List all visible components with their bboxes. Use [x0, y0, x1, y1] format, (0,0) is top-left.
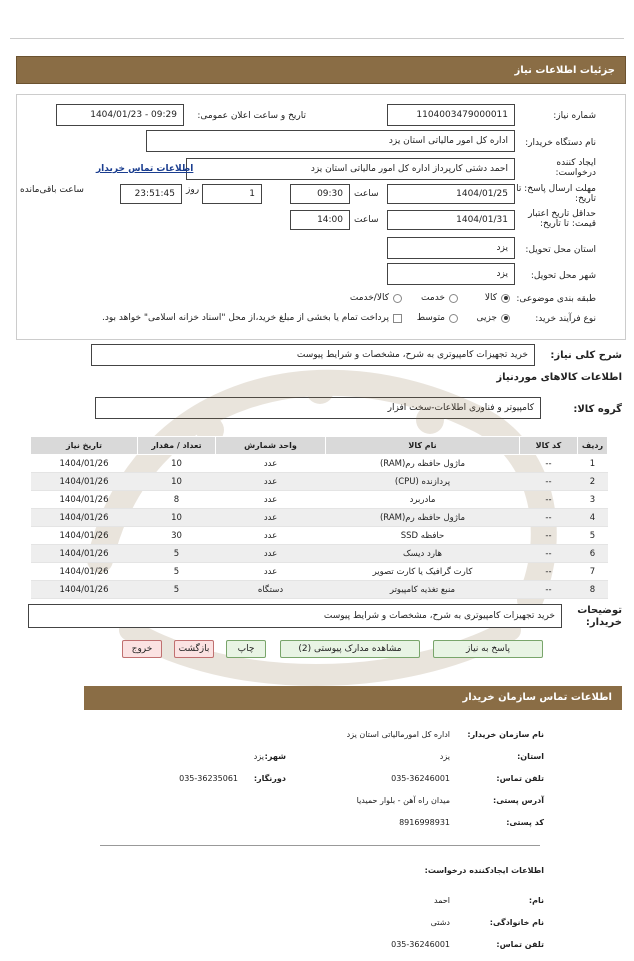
- deadline-label: مهلت ارسال پاسخ: تا تاریخ:: [516, 184, 596, 204]
- goods-code-cell: --: [520, 491, 578, 509]
- goods-name-cell: حافظه SSD: [326, 527, 520, 545]
- goods-table: [30, 436, 608, 599]
- row-number-cell: 3: [578, 491, 608, 509]
- row-number-cell: 8: [578, 581, 608, 599]
- col-unit-header: واحد شمارش: [216, 437, 326, 455]
- need-number-field: 1104003479000011: [387, 104, 515, 126]
- table-row: [31, 545, 608, 563]
- radio-selected-icon: [501, 314, 510, 323]
- deadline-date-field: 1404/01/25: [387, 184, 515, 204]
- unit-cell: دستگاه: [216, 581, 326, 599]
- goods-code-cell: --: [520, 563, 578, 581]
- creator-label: ایجاد کننده درخواست:: [555, 158, 596, 178]
- org-value: اداره کل امورمالیاتی استان یزد: [346, 730, 450, 739]
- quantity-cell: 10: [138, 455, 216, 473]
- view-docs-button[interactable]: مشاهده مدارک پیوستی (2): [280, 640, 420, 658]
- col-qty-header: تعداد / مقدار: [138, 437, 216, 455]
- goods-code-cell: --: [520, 527, 578, 545]
- row-number-cell: 1: [578, 455, 608, 473]
- quantity-cell: 5: [138, 581, 216, 599]
- unit-cell: عدد: [216, 509, 326, 527]
- buyer-contact-link[interactable]: اطلاعات تماس خریدار: [96, 164, 194, 174]
- unit-cell: عدد: [216, 455, 326, 473]
- remaining-time-field: 23:51:45: [120, 184, 182, 204]
- unit-cell: عدد: [216, 491, 326, 509]
- category-service-radio[interactable]: خدمت: [421, 293, 458, 303]
- unit-cell: عدد: [216, 473, 326, 491]
- goods-name-cell: مادربرد: [326, 491, 520, 509]
- unit-cell: عدد: [216, 545, 326, 563]
- row-number-cell: 7: [578, 563, 608, 581]
- goods-name-cell: ماژول حافظه رم(RAM): [326, 509, 520, 527]
- goods-code-cell: --: [520, 545, 578, 563]
- buyer-org-field: اداره کل امور مالیاتی استان یزد: [146, 130, 515, 152]
- need-date-cell: 1404/01/26: [31, 473, 138, 491]
- quantity-cell: 10: [138, 473, 216, 491]
- need-date-cell: 1404/01/26: [31, 527, 138, 545]
- summary-label: شرح کلی نیاز:: [550, 350, 622, 361]
- contact-city-value: یزد: [253, 752, 264, 761]
- unit-cell: عدد: [216, 527, 326, 545]
- checkbox-icon: [393, 314, 402, 323]
- postal-value: 8916998931: [399, 818, 450, 827]
- treasury-checkbox[interactable]: پرداخت تمام یا بخشی از مبلغ خرید،از محل "اسناد خزانه اسلامی" خواهد بود.: [102, 313, 402, 323]
- days-left-field: 1: [202, 184, 262, 204]
- deadline-time-field: 09:30: [290, 184, 350, 204]
- row-number-cell: 4: [578, 509, 608, 527]
- remaining-label: ساعت باقی‌مانده: [20, 185, 84, 195]
- creator-info-heading: اطلاعات ایجادکننده درخواست:: [424, 866, 544, 875]
- table-row: [31, 491, 608, 509]
- goods-group-field: کامپیوتر و فناوری اطلاعات-سخت افزار: [95, 397, 541, 419]
- need-date-cell: 1404/01/26: [31, 545, 138, 563]
- goods-info-heading: اطلاعات کالاهای موردنیاز: [496, 372, 622, 383]
- fax-value: 035-36235061: [179, 774, 238, 783]
- province-label: استان محل تحویل:: [525, 245, 596, 255]
- address-value: میدان راه آهن - بلوار حمیدیا: [356, 796, 450, 805]
- summary-field: خرید تجهیزات کامپیوتری به شرح، مشخصات و شرایط پیوست: [91, 344, 535, 366]
- phone-value: 035-36246001: [391, 774, 450, 783]
- goods-name-cell: منبع تغذیه کامپیوتر: [326, 581, 520, 599]
- contact-province-value: یزد: [439, 752, 450, 761]
- table-header-row: [31, 437, 608, 455]
- phone-label: تلفن تماس:: [496, 774, 544, 783]
- quantity-cell: 5: [138, 545, 216, 563]
- back-button[interactable]: بازگشت: [174, 640, 214, 658]
- address-label: آدرس پستی:: [493, 796, 544, 805]
- table-row: [31, 527, 608, 545]
- table-row: [31, 581, 608, 599]
- buyer-notes-label: توضیحات خریدار:: [577, 605, 622, 628]
- contact-city-label: شهر:: [264, 752, 286, 761]
- category-goods-radio[interactable]: کالا: [485, 293, 510, 303]
- quantity-cell: 5: [138, 563, 216, 581]
- need-date-cell: 1404/01/26: [31, 581, 138, 599]
- top-divider: [10, 38, 624, 39]
- buyer-notes-field: خرید تجهیزات کامپیوتری به شرح، مشخصات و شرایط پیوست: [28, 604, 562, 628]
- reply-button[interactable]: پاسخ به نیاز: [433, 640, 543, 658]
- first-name-label: نام:: [528, 896, 544, 905]
- first-name-value: احمد: [434, 896, 450, 905]
- validity-time-label: ساعت: [354, 215, 379, 225]
- col-code-header: کد کالا: [520, 437, 578, 455]
- goods-name-cell: هارد دیسک: [326, 545, 520, 563]
- need-date-cell: 1404/01/26: [31, 455, 138, 473]
- table-row: [31, 509, 608, 527]
- goods-code-cell: --: [520, 509, 578, 527]
- process-minor-radio[interactable]: جزیی: [476, 313, 510, 323]
- contact-divider: [100, 845, 540, 846]
- table-row: [31, 455, 608, 473]
- goods-name-cell: کارت گرافیک یا کارت تصویر: [326, 563, 520, 581]
- goods-code-cell: --: [520, 581, 578, 599]
- table-row: [31, 473, 608, 491]
- page-title: جزئیات اطلاعات نیاز: [16, 56, 626, 84]
- org-label: نام سازمان خریدار:: [467, 730, 544, 739]
- print-button[interactable]: چاپ: [226, 640, 266, 658]
- announce-field: 1404/01/23 - 09:29: [56, 104, 184, 126]
- announce-label: تاریخ و ساعت اعلان عمومی:: [197, 111, 306, 121]
- row-number-cell: 6: [578, 545, 608, 563]
- exit-button[interactable]: خروج: [122, 640, 162, 658]
- quantity-cell: 30: [138, 527, 216, 545]
- row-number-cell: 5: [578, 527, 608, 545]
- creator-phone-value: 035-36246001: [391, 940, 450, 949]
- goods-name-cell: ماژول حافظه رم(RAM): [326, 455, 520, 473]
- process-medium-radio[interactable]: متوسط: [417, 313, 458, 323]
- col-name-header: نام کالا: [326, 437, 520, 455]
- postal-label: کد پستی:: [506, 818, 544, 827]
- need-date-cell: 1404/01/26: [31, 509, 138, 527]
- table-row: [31, 563, 608, 581]
- category-label: طبقه بندی موضوعی:: [516, 294, 596, 304]
- category-both-radio[interactable]: کالا/خدمت: [350, 293, 402, 303]
- quantity-cell: 8: [138, 491, 216, 509]
- last-name-value: دشتی: [430, 918, 450, 927]
- need-date-cell: 1404/01/26: [31, 491, 138, 509]
- validity-date-field: 1404/01/31: [387, 210, 515, 230]
- contact-province-label: استان:: [517, 752, 544, 761]
- col-date-header: تاریخ نیاز: [31, 437, 138, 455]
- radio-icon: [449, 314, 458, 323]
- contact-section-title: اطلاعات تماس سازمان خریدار: [84, 686, 622, 710]
- goods-code-cell: --: [520, 455, 578, 473]
- buyer-org-label: نام دستگاه خریدار:: [525, 138, 596, 148]
- deadline-time-label: ساعت: [354, 189, 379, 199]
- need-date-cell: 1404/01/26: [31, 563, 138, 581]
- radio-icon: [449, 294, 458, 303]
- last-name-label: نام خانوادگی:: [489, 918, 544, 927]
- row-number-cell: 2: [578, 473, 608, 491]
- city-label: شهر محل تحویل:: [530, 271, 596, 281]
- col-row-header: ردیف: [578, 437, 608, 455]
- process-label: نوع فرآیند خرید:: [535, 314, 596, 324]
- goods-group-label: گروه کالا:: [573, 404, 622, 415]
- validity-label: حداقل تاریخ اعتبار قیمت: تا تاریخ:: [528, 209, 596, 229]
- creator-field: احمد دشتی کارپرداز اداره کل امور مالیاتی استان یزد: [186, 158, 515, 180]
- province-field: یزد: [387, 237, 515, 259]
- city-field: یزد: [387, 263, 515, 285]
- quantity-cell: 10: [138, 509, 216, 527]
- goods-name-cell: پردازنده (CPU): [326, 473, 520, 491]
- radio-selected-icon: [501, 294, 510, 303]
- creator-phone-label: تلفن تماس:: [496, 940, 544, 949]
- fax-label: دورنگار:: [253, 774, 286, 783]
- day-label: روز: [186, 185, 200, 195]
- goods-code-cell: --: [520, 473, 578, 491]
- unit-cell: عدد: [216, 563, 326, 581]
- radio-icon: [393, 294, 402, 303]
- need-number-label: شماره نیاز:: [553, 111, 596, 121]
- validity-time-field: 14:00: [290, 210, 350, 230]
